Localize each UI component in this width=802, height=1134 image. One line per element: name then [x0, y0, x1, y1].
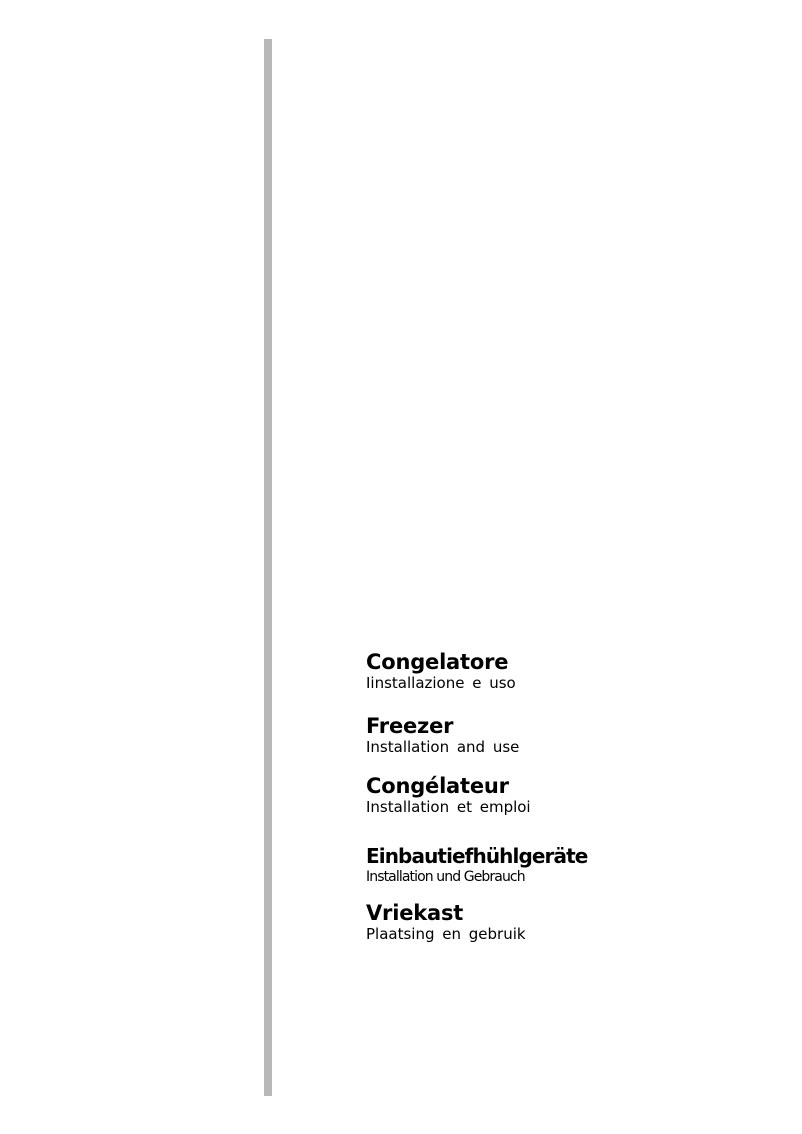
subtitle-dutch: Plaatsing en gebruik	[366, 925, 526, 943]
title-german: Einbautiefhühlgeräte	[366, 844, 588, 868]
entry-french	[366, 774, 531, 816]
title-english: Freezer	[366, 714, 454, 738]
title-french: Congélateur	[366, 774, 509, 798]
subtitle-italian: Iinstallazione e uso	[366, 674, 516, 692]
subtitle-german: Installation und Gebrauch	[366, 869, 525, 885]
entry-english	[366, 714, 519, 756]
entry-dutch	[366, 901, 526, 943]
title-italian: Congelatore	[366, 650, 509, 674]
subtitle-english: Installation and use	[366, 738, 520, 756]
entry-italian	[366, 650, 516, 692]
subtitle-french: Installation et emploi	[366, 798, 531, 816]
vertical-gray-bar	[264, 39, 272, 1096]
entry-german	[366, 844, 587, 886]
title-dutch: Vriekast	[366, 901, 464, 925]
